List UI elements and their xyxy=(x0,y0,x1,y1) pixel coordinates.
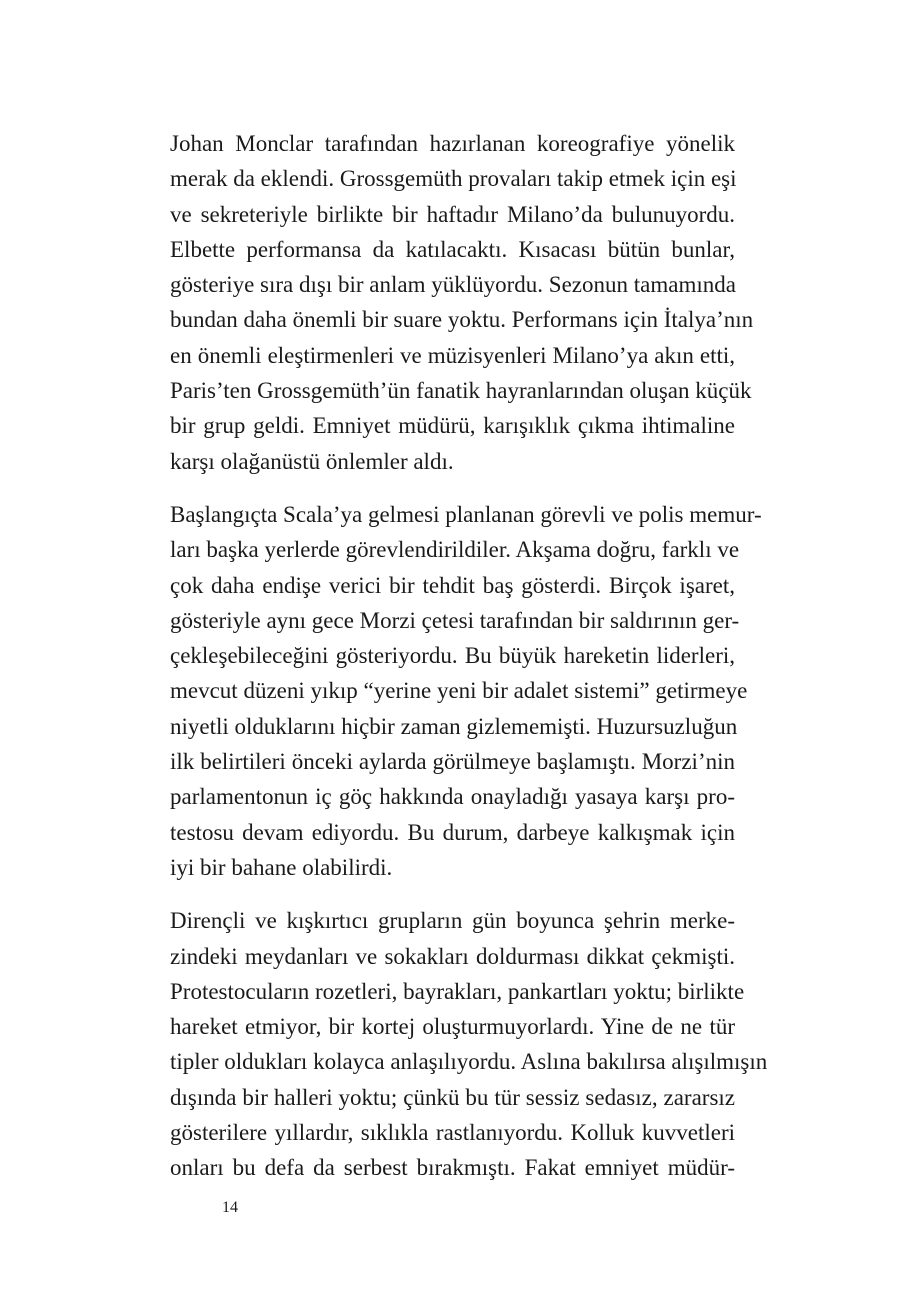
text-line: Başlangıçta Scala’ya gelmesi planlanan görevli ve polis memur- xyxy=(170,501,762,527)
page-number: 14 xyxy=(222,1199,238,1216)
text-line: gösteriye sıra dışı bir anlam yüklüyordu. Sezonun tamamında xyxy=(170,272,736,298)
text-line: zindeki meydanları ve sokakları doldurması dikkat çekmişti. xyxy=(170,943,735,969)
text-line: çok daha endişe verici bir tehdit baş gösterdi. Birçok işaret, xyxy=(170,572,735,598)
paragraph-2 xyxy=(170,497,762,885)
text-line: bundan daha önemli bir suare yoktu. Performans için İtalya’nın xyxy=(170,307,754,333)
text-line: Paris’ten Grossgemüth’ün fanatik hayranlarından oluşan küçük xyxy=(170,378,752,404)
text-line: iyi bir bahane olabilirdi. xyxy=(170,854,393,880)
text-line: ve sekreteriyle birlikte bir haftadır Milano’da bulunuyordu. xyxy=(170,201,735,227)
text-line: Elbette performansa da katılacaktı. Kısacası bütün bunlar, xyxy=(170,236,735,262)
text-line: tipler oldukları kolayca anlaşılıyordu. Aslına bakılırsa alışılmışın xyxy=(170,1049,768,1075)
text-line: en önemli eleştirmenleri ve müzisyenleri Milano’ya akın etti, xyxy=(170,342,735,368)
text-line: Protestocuların rozetleri, bayrakları, pankartları yoktu; birlikte xyxy=(170,978,745,1004)
text-line: ları başka yerlerde görevlendirildiler. Akşama doğru, farklı ve xyxy=(170,537,740,563)
text-line: ilk belirtileri önceki aylarda görülmeye başlamıştı. Morzi’nin xyxy=(170,749,735,775)
body-text xyxy=(170,126,768,1186)
paragraph-spacer xyxy=(170,479,735,497)
text-line: merak da eklendi. Grossgemüth provaları takip etmek için eşi xyxy=(170,166,737,192)
text-line: karşı olağanüstü önlemler aldı. xyxy=(170,448,454,474)
text-line: gösterilere yıllardır, sıklıkla rastlanıyordu. Kolluk kuvvetleri xyxy=(170,1120,735,1146)
text-line: mevcut düzeni yıkıp “yerine yeni bir adalet sistemi” getirmeye xyxy=(170,678,748,704)
text-line: hareket etmiyor, bir kortej oluşturmuyorlardı. Yine de ne tür xyxy=(170,1014,735,1040)
text-line: çekleşebileceğini gösteriyordu. Bu büyük hareketin liderleri, xyxy=(170,643,735,669)
text-line: Johan Monclar tarafından hazırlanan koreografiye yönelik xyxy=(170,131,735,156)
text-line: gösteriyle aynı gece Morzi çetesi tarafından bir saldırının ger- xyxy=(170,607,740,633)
text-line: testosu devam ediyordu. Bu durum, darbeye kalkışmak için xyxy=(170,819,735,845)
text-line: parlamentonun iç göç hakkında onayladığı yasaya karşı pro- xyxy=(170,784,735,810)
text-line: dışında bir halleri yoktu; çünkü bu tür sessiz sedasız, zararsız xyxy=(170,1084,735,1110)
paragraph-1 xyxy=(170,126,754,479)
paragraph-3 xyxy=(170,903,768,1185)
text-line: bir grup geldi. Emniyet müdürü, karışıklık çıkma ihtimaline xyxy=(170,413,735,439)
paragraph-spacer xyxy=(170,885,735,903)
text-line: onları bu defa da serbest bırakmıştı. Fakat emniyet müdür- xyxy=(170,1155,735,1181)
text-line: niyetli olduklarını hiçbir zaman gizlememişti. Huzursuzluğun xyxy=(170,713,738,739)
text-line: Dirençli ve kışkırtıcı grupların gün boyunca şehrin merke- xyxy=(170,908,735,934)
